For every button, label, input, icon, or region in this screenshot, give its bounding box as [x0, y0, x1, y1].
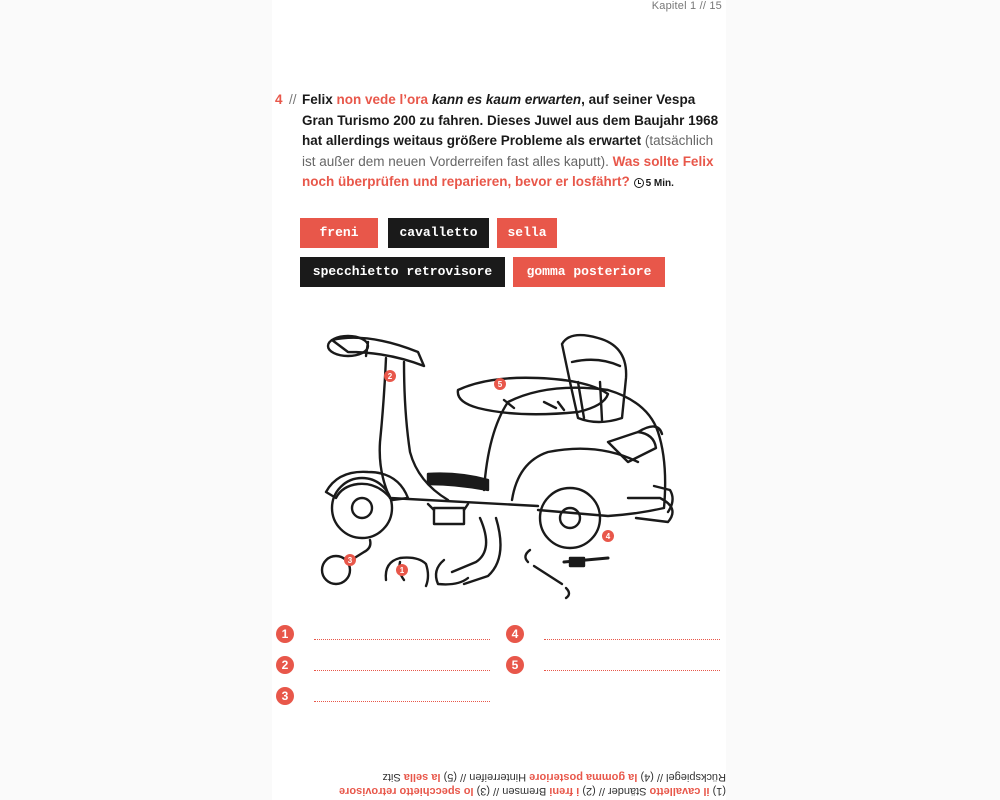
answer-line-1[interactable] — [314, 639, 490, 640]
marker-3: 3 — [347, 556, 353, 565]
exercise-highlight-italian: non vede l’ora — [336, 92, 429, 107]
word-tag-gomma-posteriore: gomma posteriore — [513, 257, 665, 287]
exercise-highlight-german: kann es kaum erwarten — [431, 92, 582, 107]
answer-row — [506, 656, 726, 678]
answer-key-text: (1) — [709, 785, 726, 797]
answer-key-term: la sella — [403, 771, 441, 783]
answer-key-line-2 — [272, 770, 726, 784]
word-tag-specchietto-retrovisore: specchietto retrovisore — [300, 257, 505, 287]
word-tag-sella: sella — [497, 218, 557, 248]
exercise-text — [302, 90, 721, 195]
answer-key-term: i freni — [549, 785, 580, 797]
marker-2: 2 — [387, 372, 393, 381]
answer-key-text: Rückspiegel // (4) — [637, 771, 726, 783]
answer-number: 1 — [276, 625, 294, 643]
answer-key-text: Hinterreifen // (5) — [440, 771, 530, 783]
answer-number: 4 — [506, 625, 524, 643]
answer-section — [272, 620, 726, 720]
marker-5: 5 — [497, 380, 503, 389]
answer-row — [276, 687, 496, 709]
answer-number: 3 — [276, 687, 294, 705]
answer-key-term: il cavalletto — [649, 785, 710, 797]
answer-line-3[interactable] — [314, 701, 490, 702]
answer-key-upside-down — [272, 770, 726, 798]
answer-line-4[interactable] — [544, 639, 720, 640]
exercise-question: Was sollte Felix noch überprüfen und reparieren, bevor er losfährt? — [302, 153, 714, 189]
exercise-text-part: Felix — [302, 92, 337, 107]
answer-line-5[interactable] — [544, 670, 720, 671]
answer-key-line-1 — [272, 784, 726, 798]
time-estimate — [634, 178, 674, 189]
exercise-number: 4 — [275, 92, 283, 107]
marker-1: 1 — [399, 566, 405, 575]
answer-row — [506, 625, 726, 647]
word-tag-cavalletto: cavalletto — [388, 218, 489, 248]
exercise-text-aside: (tatsächlich ist außer dem neuen Vorderreifen fast alles kaputt). — [302, 133, 714, 169]
workbook-page — [272, 0, 726, 800]
scooter-mechanic-illustration — [308, 322, 708, 612]
clock-icon — [634, 178, 644, 188]
marker-4: 4 — [605, 532, 611, 541]
exercise-text-part: , auf seiner Vespa Gran Turismo 200 zu fahren. Dieses Juwel aus dem Baujahr 1968 hat allerdings weitaus größere Probleme als erwartet — [302, 92, 719, 148]
answer-row — [276, 625, 496, 647]
time-label: 5 Min. — [645, 178, 674, 189]
answer-line-2[interactable] — [314, 670, 490, 671]
answer-key-text: Sitz — [382, 771, 404, 783]
word-tag-freni: freni — [300, 218, 378, 248]
exercise-separator: // — [289, 92, 297, 107]
chapter-header: Kapitel 1 // 15 — [651, 0, 722, 12]
answer-key-term: lo specchietto retrovisore — [339, 785, 474, 797]
answer-key-term: la gomma posteriore — [529, 771, 638, 783]
answer-key-text: Ständer // (2) — [579, 785, 650, 797]
answer-key-text: Bremsen // (3) — [473, 785, 550, 797]
answer-row — [276, 656, 496, 678]
exercise-block — [275, 90, 721, 195]
answer-number: 2 — [276, 656, 294, 674]
answer-number: 5 — [506, 656, 524, 674]
